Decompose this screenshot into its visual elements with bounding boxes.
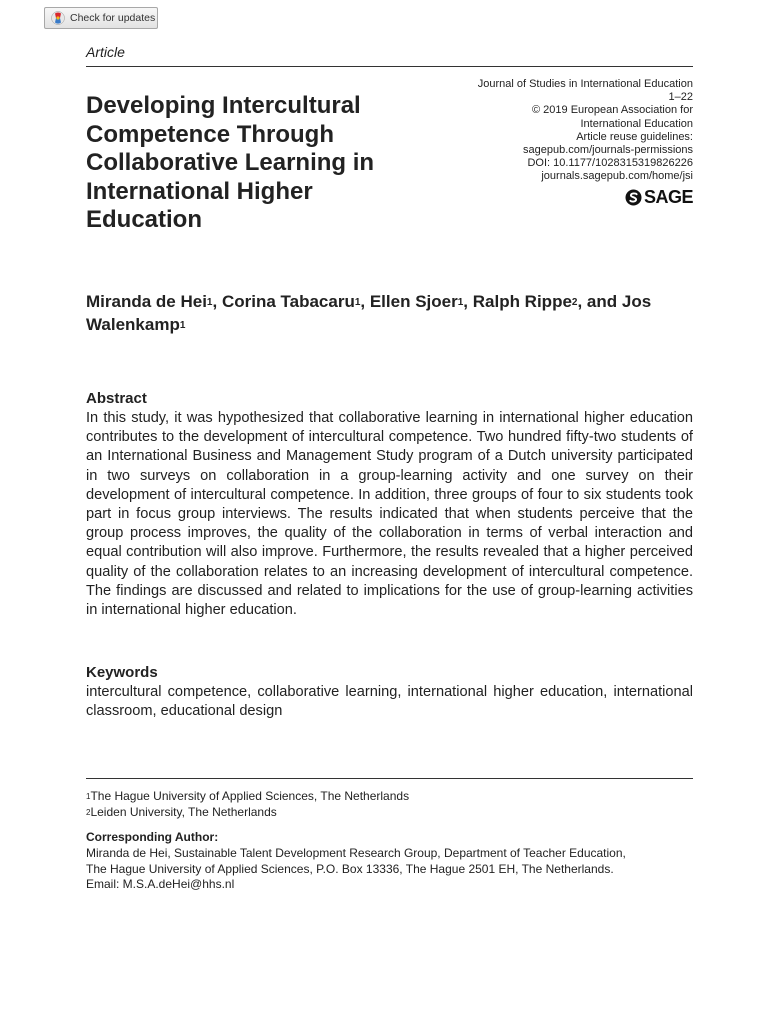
abstract-text: In this study, it was hypothesized that collaborative learning in international higher education contributes to the development of intercultural competence. Two hundred fifty-two students of an International Business and Management Study program of a Dutch university participated in two surveys on collaboration in a group-learning activity and one survey on their development of intercultural competence. In addition, three groups of four to six students took part in focus group interviews. The results indicated that when students perceive that the group process improves, the quality of the collaboration in terms of verbal interaction and equal contribution will also improve. Furthermore, the results revealed that a higher perceived quality of the collaboration relates to an increasing development of intercultural competence. The findings are discussed and related to implications for the use of group-learning activities in international higher education.	[86, 410, 693, 619]
author-separator: ,	[212, 292, 222, 311]
check-for-updates-label: Check for updates	[70, 12, 156, 24]
affiliation-text: Leiden University, The Netherlands	[90, 804, 277, 819]
author-name: Ellen Sjoer	[369, 292, 458, 311]
crossmark-icon	[51, 11, 65, 25]
affiliations	[86, 789, 693, 820]
header-rule	[86, 66, 693, 67]
affiliation-mark: 1	[354, 297, 361, 308]
copyright-line: © 2019 European Association for	[532, 104, 693, 117]
affiliation-text: The Hague University of Applied Sciences, The Netherlands	[90, 789, 410, 803]
journal-home-link[interactable]: journals.sagepub.com/home/jsi	[541, 170, 693, 183]
journal-name: Journal of Studies in International Education	[477, 78, 693, 90]
author-name: Miranda de Hei	[86, 292, 207, 311]
author-separator: ,	[360, 292, 370, 311]
author-separator: , and	[577, 292, 622, 311]
affiliation-mark: 1	[206, 297, 213, 308]
copyright-holder: International Education	[580, 117, 693, 130]
keywords-text: intercultural competence, collaborative learning, international higher education, international classroom, educational design	[86, 684, 693, 720]
footnote-rule	[86, 778, 693, 779]
journal-info	[453, 78, 693, 184]
page-range: 1–22	[668, 91, 693, 104]
author-separator: ,	[463, 292, 473, 311]
affiliation-mark: 1	[179, 320, 186, 331]
reuse-label: Article reuse guidelines:	[576, 130, 693, 143]
author-name: Ralph Rippe	[472, 292, 572, 311]
corresponding-author-details	[86, 846, 693, 893]
corresponding-author-heading: Corresponding Author:	[86, 830, 219, 844]
corresponding-author-line: Miranda de Hei, Sustainable Talent Development Research Group, Department of Teacher Education,	[86, 846, 626, 860]
check-for-updates-button[interactable]	[44, 7, 158, 29]
affiliation-mark: 1	[86, 792, 91, 801]
article-type-label: Article	[86, 44, 125, 60]
permissions-link[interactable]: sagepub.com/journals-permissions	[523, 144, 693, 157]
author-name: Jos Walenkamp	[86, 292, 652, 334]
affiliation-item	[86, 805, 693, 821]
sage-logo	[625, 187, 693, 207]
keywords-heading: Keywords	[86, 664, 158, 681]
affiliation-mark: 2	[571, 297, 578, 308]
article-title: Developing Intercultural Competence Through Collaborative Learning in International Higher Education	[86, 92, 375, 233]
doi-link[interactable]: DOI: 10.1177/1028315319826226	[527, 157, 693, 170]
sage-s-icon	[625, 189, 642, 206]
affiliation-mark: 2	[86, 807, 91, 817]
author-name: Corina Tabacaru	[221, 292, 355, 311]
corresponding-author-email[interactable]: Email: M.S.A.deHei@hhs.nl	[86, 877, 235, 892]
abstract-heading: Abstract	[86, 390, 147, 407]
corresponding-author-line: The Hague University of Applied Sciences, P.O. Box 13336, The Hague 2501 EH, The Netherlands.	[86, 861, 614, 876]
affiliation-item	[86, 789, 693, 805]
affiliation-mark: 1	[457, 297, 464, 308]
sage-wordmark: SAGE	[643, 186, 693, 207]
author-list	[86, 290, 693, 336]
